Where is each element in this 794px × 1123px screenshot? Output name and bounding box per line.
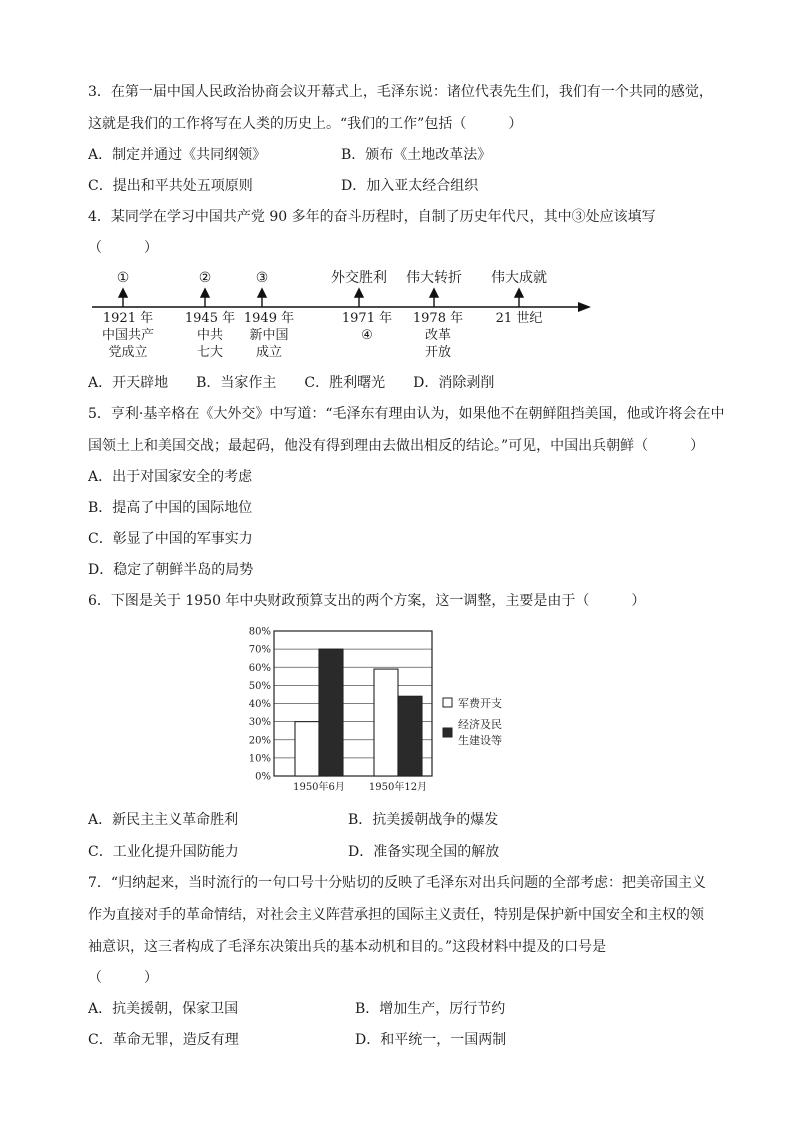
q6-option-d: D．准备实现全国的解放: [348, 844, 500, 860]
q6-option-b: B．抗美援朝战争的爆发: [348, 812, 499, 828]
legend-label: 军费开支: [458, 697, 502, 710]
q6-option-c: C．工业化提升国防能力: [88, 844, 239, 860]
x-category-label: 1950年6月: [293, 782, 345, 793]
timeline: [0, 0, 794, 370]
y-tick-label: 60%: [248, 662, 271, 674]
q7-stem-line1: 7．“归纳起来，当时流行的一句口号十分贴切的反映了毛泽东对出兵问题的全部考虑：把美帝国主义: [88, 875, 707, 891]
q5-stem-line1: 5．亨利·基辛格在《大外交》中写道：“毛泽东有理由认为，如果他不在朝鲜阻挡美国，他或许将会在中: [88, 406, 725, 422]
bar-military: [295, 722, 319, 776]
bar-military: [374, 669, 398, 776]
q6-option-a: A．新民主主义革命胜利: [88, 812, 239, 828]
y-tick-label: 70%: [248, 644, 271, 656]
q7-stem-line2: 作为直接对手的革命情结，对社会主义阵营承担的国际主义责任，特别是保护新中国安全和主权的领: [88, 907, 704, 923]
q4-stem-line1: 4．某同学在学习中国共产党 90 多年的奋斗历程时，自制了历史年代尺，其中③处应该填写: [88, 209, 656, 225]
timeline-top-label: 伟大转折: [406, 270, 462, 286]
q7-option-a: A．抗美援朝，保家卫国: [88, 1001, 239, 1017]
y-tick-label: 50%: [248, 680, 271, 692]
q7-stem-line4: （ ）: [88, 970, 158, 986]
q4-options: A．开天辟地 B．当家作主 C．胜利曙光 D．消除剥削: [88, 375, 495, 391]
q3-stem-line2: 这就是我们的工作将写在人类的历史上。“我们的工作”包括（ ）: [88, 116, 523, 132]
y-tick-label: 10%: [248, 753, 271, 765]
q5-option-b: B．提高了中国的国际地位: [88, 500, 253, 516]
budget-chart: [240, 622, 540, 798]
q5-option-a: A．出于对国家安全的考虑: [88, 469, 253, 485]
q7-option-b: B．增加生产，厉行节约: [355, 1001, 506, 1017]
y-tick-label: 80%: [248, 626, 271, 638]
y-tick-label: 0%: [255, 771, 271, 783]
bar-economy: [398, 696, 422, 776]
y-tick-label: 40%: [248, 699, 271, 710]
timeline-date-label: 1978 年 改革 开放: [412, 311, 464, 360]
y-tick-label: 30%: [248, 717, 271, 729]
q3-option-c: C．提出和平共处五项原则: [88, 178, 253, 194]
x-category-label: 1950年12月: [368, 782, 428, 793]
timeline-top-label: ②: [198, 270, 212, 286]
q3-option-a: A．制定并通过《共同纲领》: [88, 147, 267, 163]
q5-option-d: D．稳定了朝鲜半岛的局势: [88, 562, 254, 578]
q6-stem-line1: 6．下图是关于 1950 年中央财政预算支出的两个方案，这一调整，主要是由于（ ）: [88, 593, 646, 609]
q5-stem-line2: 国领土上和美国交战；最起码，他没有得到理由去做出相反的结论。”可见，中国出兵朝鲜（ ）: [88, 438, 705, 454]
timeline-date-label: 21 世纪: [495, 311, 543, 326]
y-tick-label: 20%: [248, 735, 271, 747]
bar-economy: [319, 649, 343, 776]
q3-stem-line1: 3．在第一届中国人民政治协商会议开幕式上，毛泽东说：诸位代表先生们，我们有一个共同的感觉，: [88, 84, 713, 100]
timeline-date-label: 1949 年 新中国 成立: [243, 311, 295, 360]
q4-stem-line2: （ ）: [88, 240, 158, 256]
legend-swatch-military: [443, 698, 452, 707]
timeline-top-label: ③: [255, 270, 269, 286]
timeline-arrows: [119, 289, 523, 307]
q3-option-d: D．加入亚太经合组织: [341, 178, 479, 194]
q3-option-b: B．颁布《土地改革法》: [341, 147, 492, 163]
legend-label: 经济及民: [458, 718, 502, 731]
q7-option-d: D．和平统一，一国两制: [355, 1032, 507, 1048]
q7-option-c: C．革命无罪，造反有理: [88, 1032, 239, 1048]
timeline-top-label: 外交胜利: [331, 270, 387, 286]
q7-stem-line3: 袖意识，这三者构成了毛泽东决策出兵的基本动机和目的。”这段材料中提及的口号是: [88, 939, 607, 955]
timeline-date-label: 1945 年 中共 七大: [184, 311, 236, 360]
timeline-top-label: ①: [116, 270, 130, 286]
legend-swatch-economy: [443, 728, 452, 737]
q5-option-c: C．彰显了中国的军事实力: [88, 531, 253, 547]
legend-label: 生建设等: [458, 734, 502, 747]
timeline-top-label: 伟大成就: [491, 270, 547, 286]
timeline-date-label: 1971 年 ④: [341, 311, 393, 343]
timeline-date-label: 1921 年 中国共产 党成立: [101, 311, 154, 360]
